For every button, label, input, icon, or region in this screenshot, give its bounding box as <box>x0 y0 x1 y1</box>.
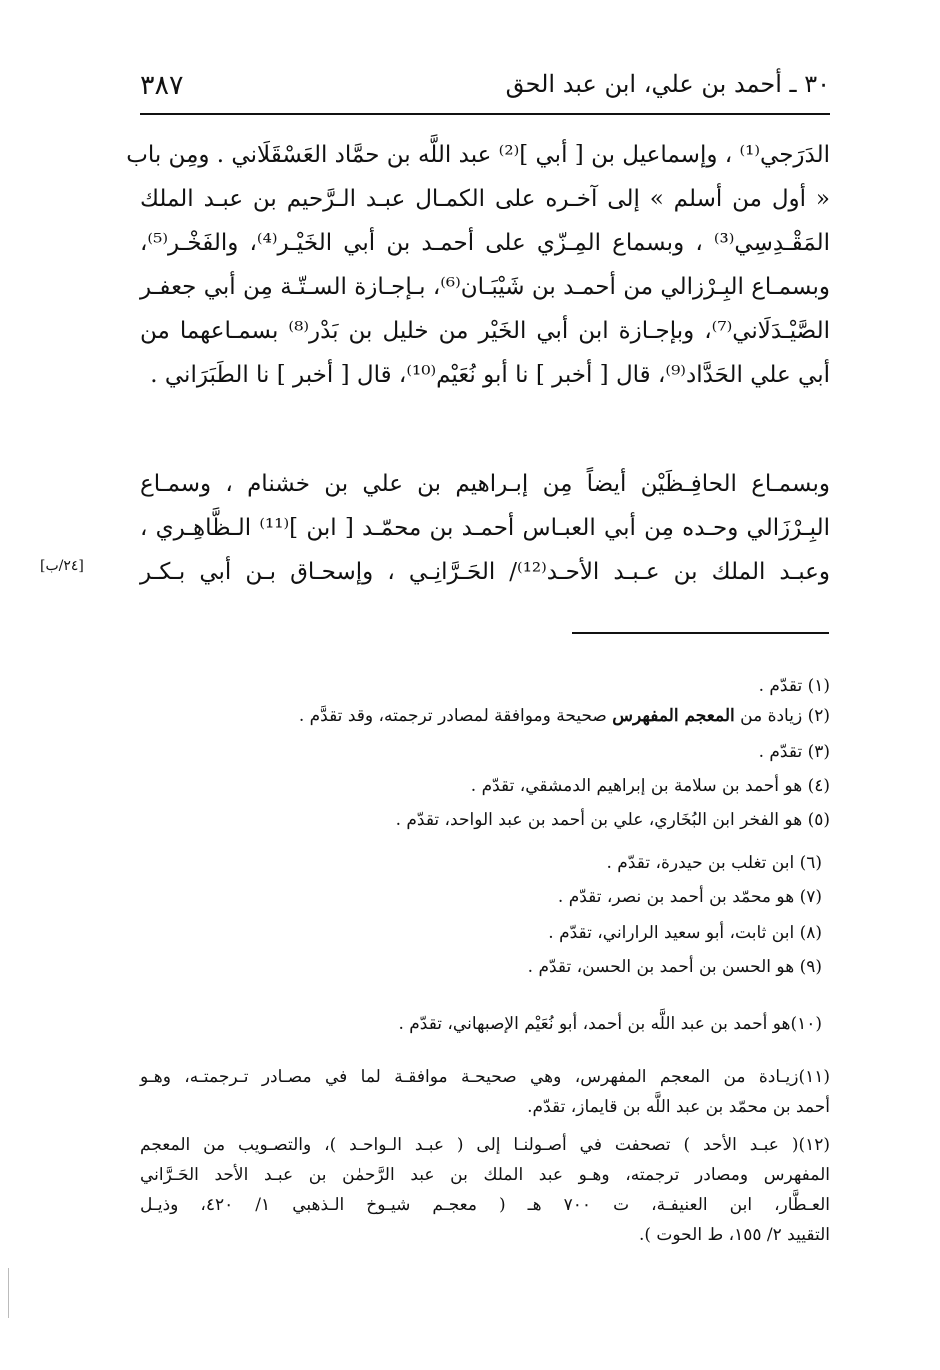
text-line: المفهرس ومصادر ترجمته، وهـو عبد الملك بن عبد الرَّحمٰن بن عبـد الأحد الحَـرَّاني <box>140 1165 830 1185</box>
text-line: البِـرْزَالي وحـده مِن أبي العبـاس أحمـد بن محمّـد [ ابن ]⁽¹¹⁾ الـظَّاهِـري ، <box>140 515 830 541</box>
page-header <box>140 62 830 112</box>
text-line: المَقْـدِسِي⁽³⁾ ، وبسماع المِـزّي على أحمـد بن أبي الخَيْـر⁽⁴⁾، والفَخْـر⁽⁵⁾، <box>140 230 830 256</box>
footnote-2: (٢) زيادة من المعجم المفهرس صحيحة وموافقة لمصادر ترجمته، وقد تقدَّم . <box>298 706 830 726</box>
text-line: (١١)زيـادة من المعجم المفهرس، وهي صحيحـة موافقـة لما في مصـادر تـرجمتـه، وهـو <box>140 1067 830 1087</box>
page-number: ٣٨٧ <box>140 70 184 101</box>
text-line: أحمد بن محمّد بن عبد اللَّه بن قايماز، تقدّم. <box>527 1097 830 1117</box>
text-line: « أول من أسلم » إلى آخـره على الكمـال عبـد الـرَّحيم بن عبـد الملك <box>140 186 830 212</box>
footnote-12 <box>140 1130 830 1250</box>
footnote-7: (٧) هو محمّد بن أحمد بن نصر، تقدّم . <box>557 887 822 907</box>
text-line: الدَرَجي⁽¹⁾ ، وإسماعيل بن [ أبي ]⁽²⁾ عبد اللَّه بن حمَّاد العَسْقَلَاني . ومِن باب <box>126 142 830 168</box>
footnote-1: (١) تقدّم . <box>758 676 830 696</box>
text-line: (١٢)( عبـد الأحد ) تصحفت في أصـولنـا إلى ( عبـد الـواحـد )، والتصـويب من المعجم <box>140 1135 830 1155</box>
margin-folio-marker: [٢٤/ب] <box>40 558 84 574</box>
text-line: العـطَّار، ابن العنيفـة، ت ٧٠٠ هـ ( معجـم شيـوخ الـذهبي ١/ ٤٢٠، وذيـل <box>140 1195 830 1215</box>
footnote-10: (١٠)هو أحمد بن عبد اللَّه بن أحمد، أبو نُعَيْم الإصبهاني، تقدّم . <box>398 1014 822 1034</box>
footnote-5: (٥) هو الفخر ابن البُخَاري، علي بن أحمد بن عبد الواحد، تقدّم . <box>395 810 830 830</box>
footnotes-rule <box>572 632 829 634</box>
footnote-2-source: المعجم المفهرس <box>612 706 735 726</box>
text-line: وعبـد الملك بن عـبـد الأحـد⁽¹²⁾/ الحَـرَّانِـي ، وإسحـاق بـن أبي بـكـر <box>140 559 830 585</box>
header-rule <box>140 113 830 115</box>
running-title: ٣٠ ـ أحمد بن علي، ابن عبد الحق <box>505 70 830 98</box>
body-paragraph-1 <box>126 133 830 397</box>
text-line: أبي علي الحَدَّاد⁽⁹⁾، قال [ أخبر ] نا أبو نُعَيْم⁽¹⁰⁾، قال [ أخبر ] نا الطَبَرَاني . <box>150 362 830 388</box>
text-line: الصَّيْـدَلَاني⁽⁷⁾، وبإجـازة ابن أبي الخَيْر من خليل بن بَدْر⁽⁸⁾ بسمـاعهما من <box>140 318 830 344</box>
footnote-8: (٨) ابن ثابت، أبو سعيد الراراني، تقدّم . <box>548 923 822 943</box>
text-line: وبسمـاع الحافِـظَيْن أيضاً مِن إبـراهيم بن علي بن خشنام ، وسمـاع <box>140 471 830 497</box>
text-line: وبسمـاع البِـرْزالي من أحمـد بن شَيْبَـان⁽⁶⁾، بـإجـازة السـتّـة مِن أبي جعفـر <box>140 274 830 300</box>
footnote-4: (٤) هو أحمد بن سلامة بن إبراهيم الدمشقي، تقدّم . <box>470 776 830 796</box>
footnote-9: (٩) هو الحسن بن أحمد بن الحسن، تقدّم . <box>527 957 822 977</box>
body-paragraph-2 <box>140 462 830 594</box>
footnote-11 <box>140 1062 830 1122</box>
scan-edge-mark <box>8 1268 9 1318</box>
text-line: التقييد ٢/ ١٥٥، ط الحوت ). <box>638 1225 830 1245</box>
footnote-3: (٣) تقدّم . <box>758 742 830 762</box>
footnote-6: (٦) ابن تغلب بن حيدرة، تقدّم . <box>606 853 822 873</box>
